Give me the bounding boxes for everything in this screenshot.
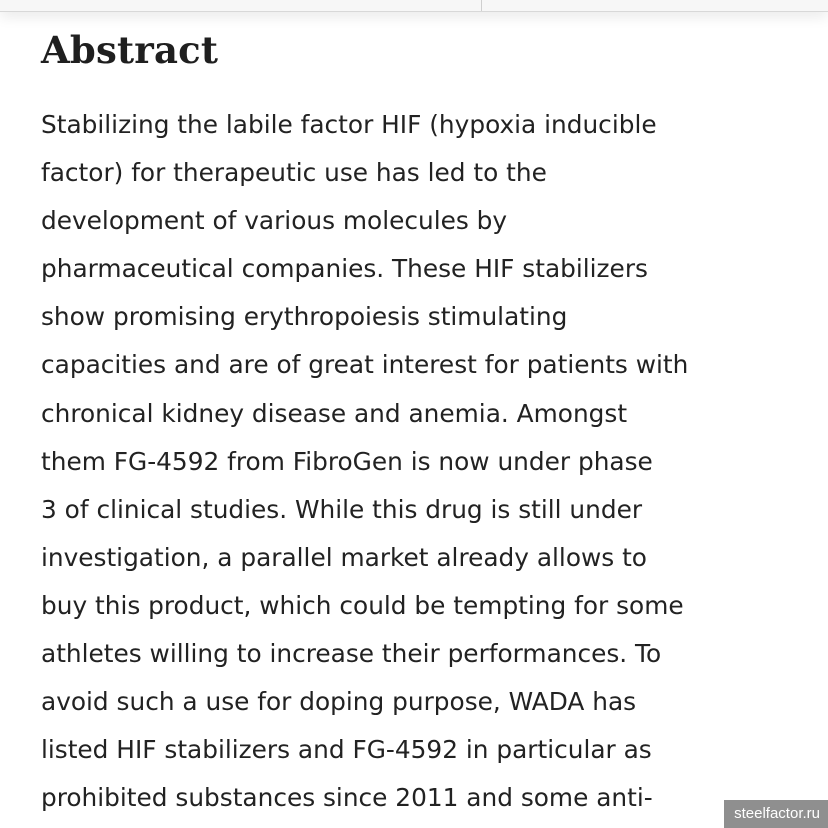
- abstract-line: listed HIF stabilizers and FG-4592 in particular as: [41, 735, 652, 765]
- abstract-line: chronical kidney disease and anemia. Amongst: [41, 398, 628, 428]
- abstract-line: 3 of clinical studies. While this drug is still under: [41, 494, 643, 524]
- abstract-text: [41, 101, 801, 822]
- abstract-line: capacities and are of great interest for patients with: [41, 350, 689, 380]
- abstract-line: factor) for therapeutic use has led to the: [41, 158, 547, 188]
- abstract-line: show promising erythropoiesis stimulating: [41, 302, 568, 332]
- section-heading: Abstract: [41, 28, 219, 72]
- abstract-section: [41, 24, 801, 822]
- abstract-line: investigation, a parallel market already allows to: [41, 542, 647, 572]
- abstract-line: avoid such a use for doping purpose, WADA has: [41, 687, 637, 717]
- abstract-line: prohibited substances since 2011 and some anti-: [41, 783, 653, 813]
- abstract-line: pharmaceutical companies. These HIF stabilizers: [41, 254, 648, 284]
- abstract-line: athletes willing to increase their performances. To: [41, 639, 662, 669]
- browser-top-bar: [0, 0, 828, 12]
- abstract-line: buy this product, which could be tempting for some: [41, 590, 684, 620]
- abstract-line: them FG-4592 from FibroGen is now under phase: [41, 446, 653, 476]
- abstract-line: development of various molecules by: [41, 206, 508, 236]
- abstract-line: Stabilizing the labile factor HIF (hypoxia inducible: [41, 110, 657, 139]
- watermark-label: steelfactor.ru: [724, 800, 828, 828]
- top-bar-divider: [481, 0, 482, 11]
